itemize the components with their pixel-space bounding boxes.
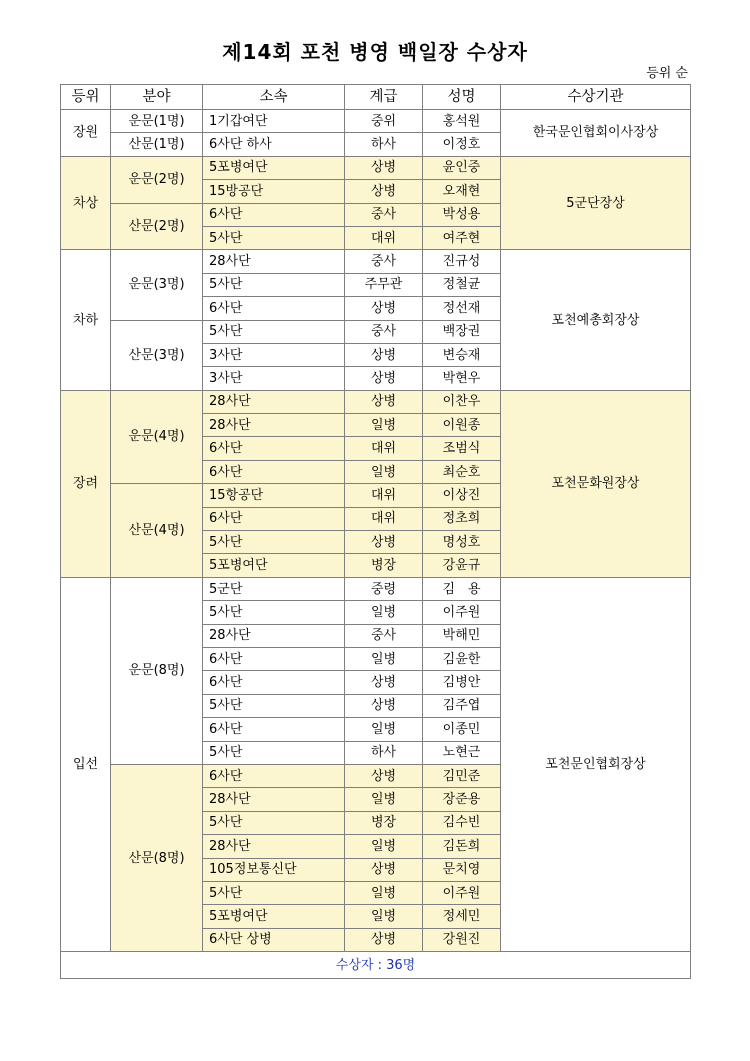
grade-cell: 일병 [345, 905, 423, 928]
unit-cell: 5사단 [203, 226, 345, 249]
name-cell: 김윤한 [423, 647, 501, 670]
grade-cell: 일병 [345, 460, 423, 483]
grade-cell: 병장 [345, 811, 423, 834]
name-cell: 박성용 [423, 203, 501, 226]
award-cell: 한국문인협회이사장상 [501, 110, 691, 157]
unit-cell: 28사단 [203, 414, 345, 437]
grade-cell: 대위 [345, 484, 423, 507]
grade-cell: 상병 [345, 928, 423, 951]
name-cell: 홍석원 [423, 110, 501, 133]
name-cell: 김민준 [423, 764, 501, 787]
grade-cell: 일병 [345, 718, 423, 741]
unit-cell: 5사단 [203, 811, 345, 834]
name-cell: 오재현 [423, 180, 501, 203]
grade-cell: 상병 [345, 156, 423, 179]
unit-cell: 5포병여단 [203, 554, 345, 577]
field-cell: 산문(1명) [111, 133, 203, 156]
unit-cell: 28사단 [203, 390, 345, 413]
unit-cell: 1기갑여단 [203, 110, 345, 133]
unit-cell: 15방공단 [203, 180, 345, 203]
unit-cell: 28사단 [203, 835, 345, 858]
rank-cell: 장려 [61, 390, 111, 577]
header-unit: 소속 [203, 85, 345, 110]
name-cell: 김돈희 [423, 835, 501, 858]
rank-cell: 차상 [61, 156, 111, 250]
grade-cell: 상병 [345, 390, 423, 413]
grade-cell: 하사 [345, 741, 423, 764]
unit-cell: 5사단 [203, 531, 345, 554]
table-row [61, 250, 691, 273]
unit-cell: 3사단 [203, 343, 345, 366]
name-cell: 강윤규 [423, 554, 501, 577]
unit-cell: 6사단 [203, 718, 345, 741]
field-cell: 산문(8명) [111, 764, 203, 951]
name-cell: 변승재 [423, 343, 501, 366]
name-cell: 김주엽 [423, 694, 501, 717]
grade-cell: 하사 [345, 133, 423, 156]
grade-cell: 중령 [345, 577, 423, 600]
awards-table [60, 84, 691, 979]
name-cell: 김수빈 [423, 811, 501, 834]
name-cell: 이상진 [423, 484, 501, 507]
grade-cell: 상병 [345, 367, 423, 390]
award-cell: 포천문화원장상 [501, 390, 691, 577]
grade-cell: 일병 [345, 647, 423, 670]
rank-cell: 차하 [61, 250, 111, 390]
unit-cell: 5군단 [203, 577, 345, 600]
grade-cell: 상병 [345, 343, 423, 366]
table-row [61, 390, 691, 413]
table-row [61, 156, 691, 179]
grade-cell: 중위 [345, 110, 423, 133]
name-cell: 정초희 [423, 507, 501, 530]
field-cell: 운문(3명) [111, 250, 203, 320]
unit-cell: 6사단 [203, 671, 345, 694]
field-cell: 산문(4명) [111, 484, 203, 578]
name-cell: 정선재 [423, 297, 501, 320]
name-cell: 장준용 [423, 788, 501, 811]
header-name: 성명 [423, 85, 501, 110]
unit-cell: 5사단 [203, 881, 345, 904]
rank-cell: 장원 [61, 110, 111, 157]
unit-cell: 6사단 [203, 297, 345, 320]
grade-cell: 주무관 [345, 273, 423, 296]
name-cell: 박현우 [423, 367, 501, 390]
unit-cell: 6사단 [203, 647, 345, 670]
total-winners: 수상자 : 36명 [61, 952, 691, 979]
grade-cell: 상병 [345, 671, 423, 694]
name-cell: 이정호 [423, 133, 501, 156]
grade-cell: 상병 [345, 694, 423, 717]
name-cell: 이주원 [423, 601, 501, 624]
unit-cell: 5포병여단 [203, 905, 345, 928]
grade-cell: 대위 [345, 507, 423, 530]
award-cell: 5군단장상 [501, 156, 691, 250]
name-cell: 최순호 [423, 460, 501, 483]
grade-cell: 일병 [345, 788, 423, 811]
grade-cell: 중사 [345, 203, 423, 226]
grade-cell: 상병 [345, 858, 423, 881]
name-cell: 윤인중 [423, 156, 501, 179]
name-cell: 진규성 [423, 250, 501, 273]
grade-cell: 중사 [345, 250, 423, 273]
grade-cell: 상병 [345, 764, 423, 787]
unit-cell: 5사단 [203, 741, 345, 764]
name-cell: 이원종 [423, 414, 501, 437]
name-cell: 이종민 [423, 718, 501, 741]
header-field: 분야 [111, 85, 203, 110]
name-cell: 노현근 [423, 741, 501, 764]
header-award: 수상기관 [501, 85, 691, 110]
rank-cell: 입선 [61, 577, 111, 951]
grade-cell: 일병 [345, 881, 423, 904]
unit-cell: 105정보통신단 [203, 858, 345, 881]
unit-cell: 6사단 [203, 507, 345, 530]
table-body [61, 110, 691, 952]
unit-cell: 6사단 [203, 203, 345, 226]
grade-cell: 일병 [345, 835, 423, 858]
field-cell: 운문(8명) [111, 577, 203, 764]
page-title: 제14회 포천 병영 백일장 수상자 [222, 40, 528, 64]
award-cell: 포천문인협회장상 [501, 577, 691, 951]
unit-cell: 6사단 하사 [203, 133, 345, 156]
unit-cell: 28사단 [203, 624, 345, 647]
grade-cell: 상병 [345, 180, 423, 203]
name-cell: 김 용 [423, 577, 501, 600]
field-cell: 운문(4명) [111, 390, 203, 484]
grade-cell: 상병 [345, 531, 423, 554]
header-row [61, 85, 691, 110]
name-cell: 이찬우 [423, 390, 501, 413]
name-cell: 강원진 [423, 928, 501, 951]
grade-cell: 일병 [345, 414, 423, 437]
grade-cell: 상병 [345, 297, 423, 320]
header-grade: 계급 [345, 85, 423, 110]
grade-cell: 대위 [345, 226, 423, 249]
field-cell: 산문(2명) [111, 203, 203, 250]
name-cell: 박해민 [423, 624, 501, 647]
unit-cell: 6사단 [203, 437, 345, 460]
unit-cell: 5사단 [203, 273, 345, 296]
name-cell: 정철균 [423, 273, 501, 296]
grade-cell: 일병 [345, 601, 423, 624]
unit-cell: 28사단 [203, 788, 345, 811]
name-cell: 김병안 [423, 671, 501, 694]
grade-cell: 중사 [345, 320, 423, 343]
name-cell: 문치영 [423, 858, 501, 881]
table-row [61, 577, 691, 600]
field-cell: 산문(3명) [111, 320, 203, 390]
unit-cell: 6사단 [203, 460, 345, 483]
award-cell: 포천예총회장상 [501, 250, 691, 390]
unit-cell: 15항공단 [203, 484, 345, 507]
name-cell: 명성호 [423, 531, 501, 554]
grade-cell: 대위 [345, 437, 423, 460]
grade-cell: 중사 [345, 624, 423, 647]
unit-cell: 3사단 [203, 367, 345, 390]
field-cell: 운문(2명) [111, 156, 203, 203]
unit-cell: 6사단 상병 [203, 928, 345, 951]
unit-cell: 5사단 [203, 694, 345, 717]
table-row [61, 110, 691, 133]
unit-cell: 5포병여단 [203, 156, 345, 179]
unit-cell: 5사단 [203, 601, 345, 624]
name-cell: 여주현 [423, 226, 501, 249]
header-rank: 등위 [61, 85, 111, 110]
order-note: 등위 순 [646, 66, 688, 81]
field-cell: 운문(1명) [111, 110, 203, 133]
unit-cell: 5사단 [203, 320, 345, 343]
name-cell: 이주원 [423, 881, 501, 904]
name-cell: 조범식 [423, 437, 501, 460]
grade-cell: 병장 [345, 554, 423, 577]
name-cell: 정세민 [423, 905, 501, 928]
footer-row [61, 952, 691, 979]
name-cell: 백장권 [423, 320, 501, 343]
unit-cell: 28사단 [203, 250, 345, 273]
unit-cell: 6사단 [203, 764, 345, 787]
